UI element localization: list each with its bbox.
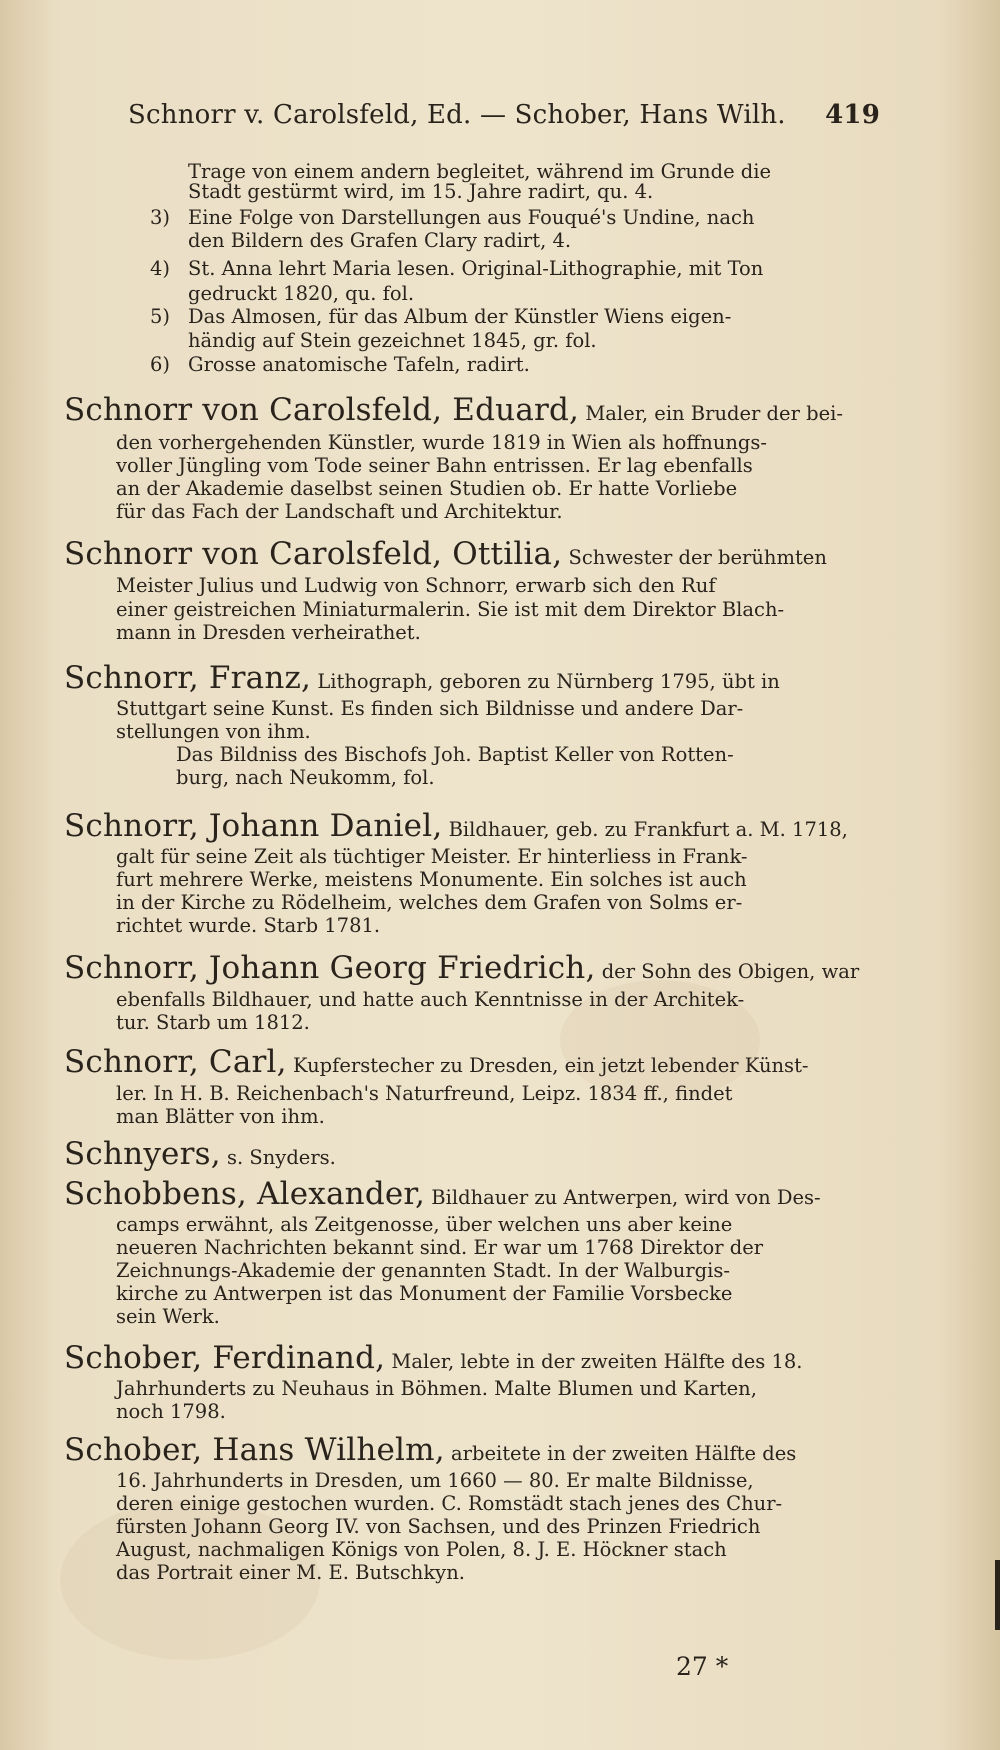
- entry-line: man Blätter von ihm.: [116, 1105, 325, 1128]
- entry-headword: Schnorr, Johann Daniel,: [64, 808, 443, 844]
- entry-first-line: [64, 1340, 802, 1376]
- entry-headword: Schnorr, Carl,: [64, 1044, 287, 1080]
- entry-headword: Schnorr, Johann Georg Friedrich,: [64, 950, 596, 986]
- entry-line: Zeichnungs-Akademie der genannten Stadt. In der Walburgis-: [116, 1259, 731, 1282]
- entry-line: das Portrait einer M. E. Butschkyn.: [116, 1561, 465, 1584]
- entry-line: für das Fach der Landschaft und Architektur.: [116, 500, 563, 523]
- entry-line: Stuttgart seine Kunst. Es finden sich Bildnisse und andere Dar-: [116, 697, 744, 720]
- entry-first-text: Bildhauer zu Antwerpen, wird von Des-: [431, 1186, 821, 1209]
- list-item-5-line-2: händig auf Stein gezeichnet 1845, gr. fol.: [188, 329, 597, 352]
- list-item-continuation-line-1: Trage von einem andern begleitet, während im Grunde die: [188, 160, 772, 183]
- entry-line: neueren Nachrichten bekannt sind. Er war um 1768 Direktor der: [116, 1236, 764, 1259]
- running-title: Schnorr v. Carolsfeld, Ed. — Schober, Hans Wilh.: [128, 100, 786, 130]
- entry-line: richtet wurde. Starb 1781.: [116, 914, 381, 937]
- list-item-continuation-line-2: Stadt gestürmt wird, im 15. Jahre radirt, qu. 4.: [188, 180, 654, 203]
- entry-line: noch 1798.: [116, 1400, 226, 1423]
- entry-line: galt für seine Zeit als tüchtiger Meister. Er hinterliess in Frank-: [116, 845, 748, 868]
- entry-line: mann in Dresden verheirathet.: [116, 621, 421, 644]
- entry-first-text: s. Snyders.: [226, 1146, 336, 1169]
- entry-line: deren einige gestochen wurden. C. Romstädt stach jenes des Chur-: [116, 1492, 783, 1515]
- entry-line: Meister Julius und Ludwig von Schnorr, erwarb sich den Ruf: [116, 574, 716, 597]
- entry-first-line: [64, 1176, 821, 1212]
- entry-headword: Schobbens, Alexander,: [64, 1176, 426, 1212]
- entry-headword: Schnorr von Carolsfeld, Ottilia,: [64, 536, 563, 572]
- entry-first-line: [64, 1044, 809, 1080]
- entry-first-text: Bildhauer, geb. zu Frankfurt a. M. 1718,: [448, 818, 848, 841]
- list-item-number: 5): [150, 305, 171, 328]
- entry-line: 16. Jahrhunderts in Dresden, um 1660 — 80. Er malte Bildnisse,: [116, 1469, 754, 1492]
- entry-first-text: Kupferstecher zu Dresden, ein jetzt lebender Künst-: [292, 1054, 809, 1077]
- entry-first-text: Lithograph, geboren zu Nürnberg 1795, übt in: [317, 670, 780, 693]
- entry-line: voller Jüngling vom Tode seiner Bahn entrissen. Er lag ebenfalls: [116, 454, 753, 477]
- entry-first-line: [64, 1136, 336, 1172]
- entry-headword: Schnorr, Franz,: [64, 660, 312, 696]
- entry-line: tur. Starb um 1812.: [116, 1011, 310, 1034]
- entry-line: in der Kirche zu Rödelheim, welches dem Grafen von Solms er-: [116, 891, 743, 914]
- entry-sub-line: Das Bildniss des Bischofs Joh. Baptist Keller von Rotten-: [176, 743, 734, 766]
- entry-line: einer geistreichen Miniaturmalerin. Sie ist mit dem Direktor Blach-: [116, 598, 785, 621]
- entry-line: ler. In H. B. Reichenbach's Naturfreund, Leipz. 1834 ff., findet: [116, 1082, 733, 1105]
- entry-first-line: [64, 392, 843, 428]
- entry-line: an der Akademie daselbst seinen Studien ob. Er hatte Vorliebe: [116, 477, 738, 500]
- entry-first-text: der Sohn des Obigen, war: [601, 960, 860, 983]
- list-item-number: 6): [150, 353, 171, 376]
- entry-headword: Schober, Ferdinand,: [64, 1340, 386, 1376]
- entry-first-text: Maler, lebte in der zweiten Hälfte des 18.: [391, 1350, 803, 1373]
- entry-first-line: [64, 808, 848, 844]
- list-item-number: 3): [150, 206, 171, 229]
- entry-line: kirche zu Antwerpen ist das Monument der Familie Vorsbecke: [116, 1282, 733, 1305]
- entry-line: sein Werk.: [116, 1305, 220, 1328]
- entry-headword: Schober, Hans Wilhelm,: [64, 1432, 445, 1468]
- entry-first-line: [64, 660, 780, 696]
- page-edge-mark: [995, 1560, 1000, 1630]
- entry-line: furt mehrere Werke, meistens Monumente. Ein solches ist auch: [116, 868, 747, 891]
- entry-line: fürsten Johann Georg IV. von Sachsen, und des Prinzen Friedrich: [116, 1515, 761, 1538]
- list-item-3-line-1: Eine Folge von Darstellungen aus Fouqué's Undine, nach: [188, 206, 755, 229]
- running-header: [128, 100, 880, 130]
- entry-first-line: [64, 950, 859, 986]
- entry-sub-line: burg, nach Neukomm, fol.: [176, 766, 435, 789]
- entry-first-text: Maler, ein Bruder der bei-: [585, 402, 843, 425]
- list-item-4-line-2: gedruckt 1820, qu. fol.: [188, 282, 415, 305]
- entry-line: August, nachmaligen Königs von Polen, 8. J. E. Höckner stach: [116, 1538, 727, 1561]
- page-number: 419: [825, 100, 880, 130]
- entry-headword: Schnyers,: [64, 1136, 221, 1172]
- entry-line: camps erwähnt, als Zeitgenosse, über welchen uns aber keine: [116, 1213, 733, 1236]
- entry-line: den vorhergehenden Künstler, wurde 1819 in Wien als hoffnungs-: [116, 431, 768, 454]
- entry-line: Jahrhunderts zu Neuhaus in Böhmen. Malte Blumen und Karten,: [116, 1377, 757, 1400]
- signature-mark: 27 *: [676, 1652, 729, 1681]
- list-item-4-line-1: St. Anna lehrt Maria lesen. Original-Lithographie, mit Ton: [188, 257, 764, 280]
- entry-first-text: Schwester der berühmten: [568, 546, 827, 569]
- list-item-3-line-2: den Bildern des Grafen Clary radirt, 4.: [188, 229, 572, 252]
- entry-first-text: arbeitete in der zweiten Hälfte des: [451, 1442, 797, 1465]
- entry-line: stellungen von ihm.: [116, 720, 311, 743]
- list-item-6-line-1: Grosse anatomische Tafeln, radirt.: [188, 353, 530, 376]
- entry-first-line: [64, 536, 827, 572]
- list-item-5-line-1: Das Almosen, für das Album der Künstler Wiens eigen-: [188, 305, 732, 328]
- entry-headword: Schnorr von Carolsfeld, Eduard,: [64, 392, 580, 428]
- entry-line: ebenfalls Bildhauer, und hatte auch Kenntnisse in der Architek-: [116, 988, 745, 1011]
- list-item-number: 4): [150, 257, 171, 280]
- entry-first-line: [64, 1432, 796, 1468]
